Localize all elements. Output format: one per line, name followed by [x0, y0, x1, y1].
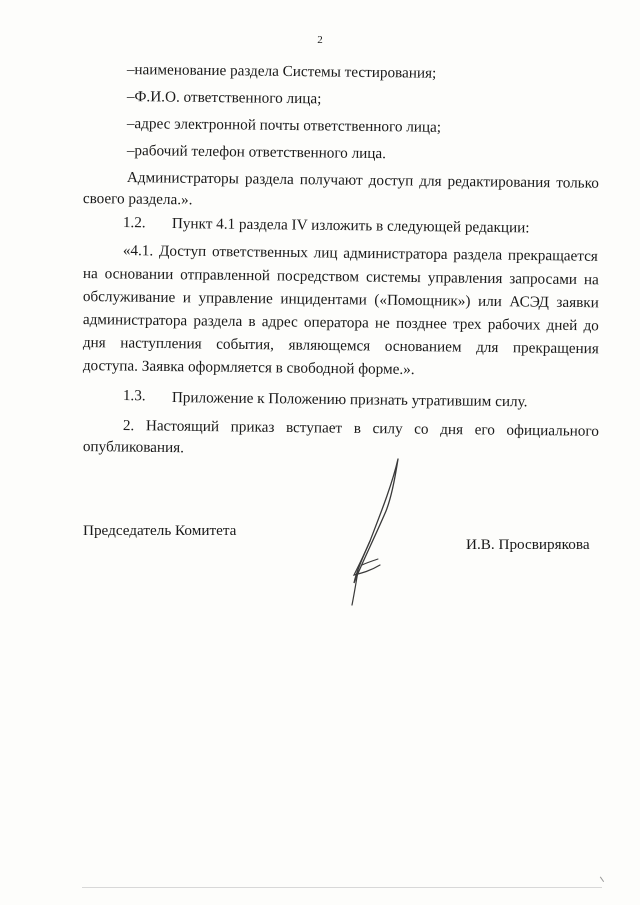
quote-line-1: «4.1. Доступ ответственных лиц администратора раздела прекращается — [122, 241, 598, 265]
clause-2-line1: 2. Настоящий приказ вступает в силу со дня его официального — [122, 416, 599, 440]
signer-name: И.В. Просвирякова — [466, 536, 590, 553]
clause-text-1-3: Приложение к Положению признать утратившим силу. — [171, 388, 528, 411]
quote-line-3: обслуживание и управление инцидентами («Помощник») или АСЭД заявки — [82, 287, 599, 312]
quote-line-6: доступа. Заявка оформляется в свободной форме.». — [82, 356, 415, 379]
quote-line-5: дня наступления события, являющемся основанием для прекращения — [82, 333, 599, 358]
paragraph-admins-line2: своего раздела.». — [82, 189, 193, 209]
quote-line-4: администратора раздела в адрес оператора не позднее трех рабочих дней до — [82, 310, 599, 335]
handwritten-signature — [340, 455, 420, 615]
list-item-email: –адрес электронной почты ответственного лица; — [126, 114, 442, 136]
scan-corner-mark — [595, 877, 604, 886]
list-item-section-name: –наименование раздела Системы тестирования; — [126, 60, 437, 82]
page-number: 2 — [317, 34, 323, 46]
list-item-phone: –рабочий телефон ответственного лица. — [126, 141, 387, 163]
clause-number-1-2: 1.2. — [122, 213, 146, 232]
signer-position: Председатель Комитета — [83, 522, 237, 539]
clause-number-1-3: 1.3. — [122, 386, 146, 405]
paragraph-admins-line1: Администраторы раздела получают доступ для редактирования только — [126, 168, 599, 192]
quote-line-2: на основании отправленной посредством системы управления запросами на — [82, 264, 599, 289]
list-item-full-name: –Ф.И.О. ответственного лица; — [126, 87, 322, 108]
clause-text-1-2: Пункт 4.1 раздела IV изложить в следующей редакции: — [171, 214, 530, 237]
page-edge-line — [82, 887, 602, 888]
clause-2-line2: опубликования. — [82, 437, 185, 457]
